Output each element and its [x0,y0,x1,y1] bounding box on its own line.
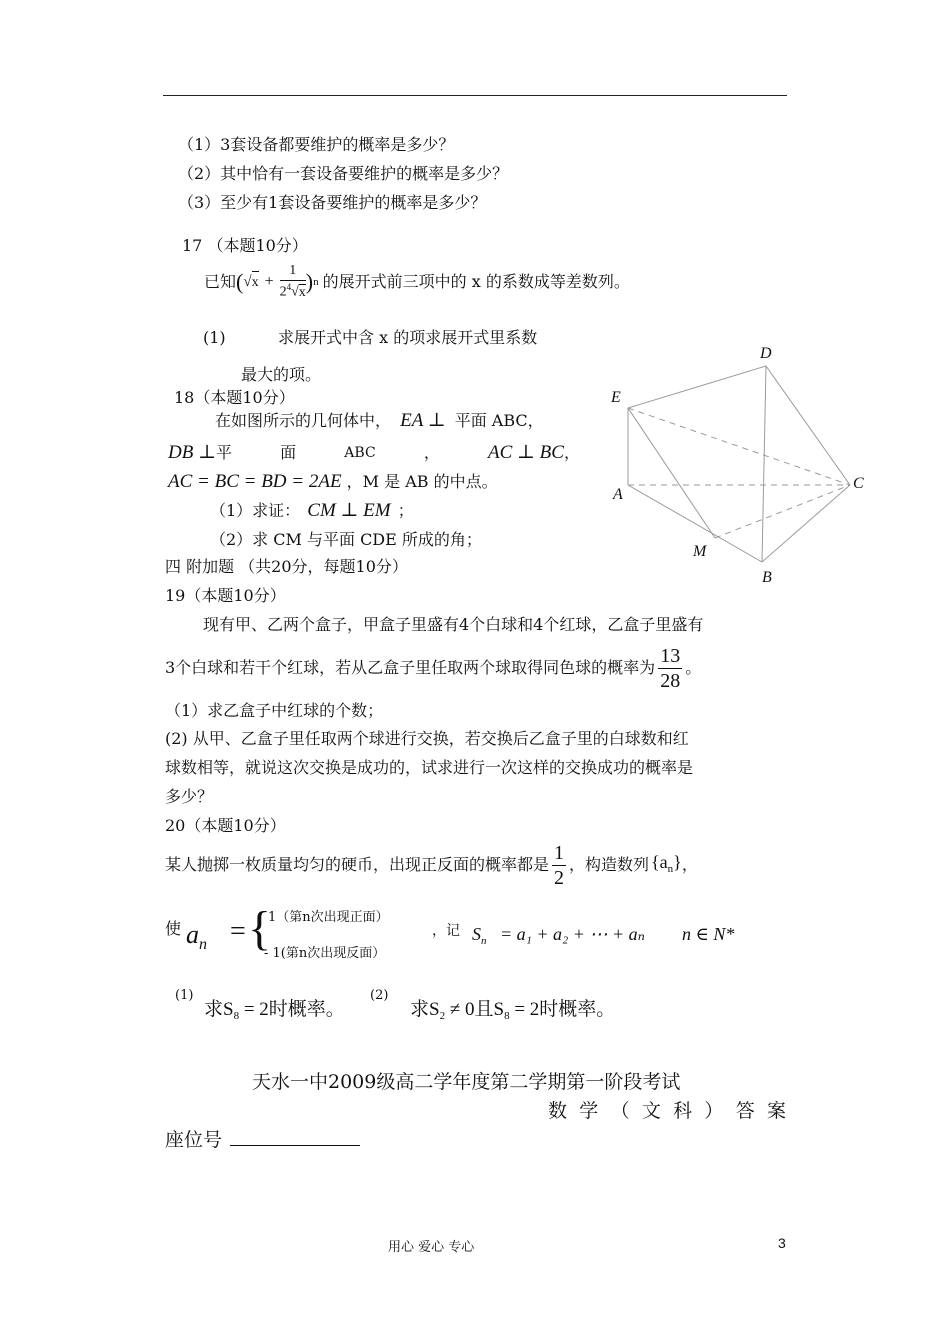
q18-ac-perp-bc: AC ⊥ BC [488,442,564,463]
q20-line1-text: 某人抛掷一枚质量均匀的硬币，出现正反面的概率都是 [165,855,550,874]
q19-fraction [658,646,682,691]
edge-EM [628,408,715,538]
q18-line2 [168,442,580,464]
q20-p1-num: (1) [175,988,194,1003]
seat-label: 座位号 [165,1129,223,1151]
q19-line1: 现有甲、乙两个盒子，甲盒子里盛有4个白球和4个红球，乙盒子里盛有 [203,615,704,634]
q16-sub2: （2）其中恰有一套设备要维护的概率是多少？ [178,164,509,183]
q18-ea-perp: EA ⊥ [400,410,446,431]
q20-note: ，记 [432,923,460,939]
root-index: 4 [286,282,292,293]
q20-p2-num: (2) [370,988,389,1003]
q17-fraction [280,264,306,300]
answer-subtitle [548,1096,786,1123]
q17-header: 17 （本题10分） [182,236,308,255]
q20-sum: = a₁ + a₂ + ⋯ + aₙ [500,924,645,944]
q20-sn [472,924,487,947]
q19-sub1: （1）求乙盒子中红球的个数； [165,701,384,720]
geometry-figure [600,340,880,590]
edge-DC [766,366,850,485]
subtitle-char: （ [610,1100,630,1122]
q20-seq [651,851,682,880]
seq-close: } [673,851,682,872]
sqrt-symbol: √ [243,274,252,290]
q17-frac-num: 1 [280,264,306,281]
q17-sub1-text: 求展开式中含 x 的项求展开式里系数 [278,328,538,347]
q17-sub1-cont: 最大的项。 [241,365,322,384]
an-base: a [186,920,199,949]
sn-sub: n [481,935,487,947]
page-number: 3 [778,1235,786,1251]
section4-title: 四 附加题 （共20分，每题10分） [165,557,408,576]
subtitle-char: 案 [766,1100,786,1122]
q18-line3-text: ，M 是 AB 的中点。 [346,472,498,491]
q20-eq: = [230,916,246,947]
q20-header: 20（本题10分） [165,816,286,835]
seq-open: {a [651,851,668,872]
subtitle-char: 答 [735,1100,755,1122]
p2-rest: = 2时概率。 [509,999,616,1020]
p2-mid: ≠ 0且S [445,999,505,1020]
den-coef: 2 [279,284,287,300]
seat-blank-line[interactable] [230,1145,360,1146]
subtitle-char: 数 [548,1100,568,1122]
q20-half [552,843,566,888]
q20-case1: 1（第n次出现正面） [268,910,389,925]
subtitle-char: 文 [641,1100,661,1122]
label-B: B [762,569,772,586]
label-E: E [611,389,621,406]
q18-line2-d: ， [423,443,440,462]
q19-line2-end: 。 [685,658,702,677]
q18-line2-b: 面 [280,443,297,462]
q20-line1 [165,839,698,891]
q19-line2-text: 3个白球和若干个红球，若从乙盒子里任取两个球取得同色球的概率为 [165,658,656,677]
label-A: A [613,486,623,503]
q16-sub1: （1）3套设备都要维护的概率是多少？ [178,135,455,154]
q20-p2 [410,994,615,1022]
subtitle-char: 学 [579,1100,599,1122]
an-sub: n [199,936,207,953]
subtitle-char: 科 [673,1100,693,1122]
q16-sub3: （3）至少有1套设备要维护的概率是多少？ [178,193,487,212]
q17-exponent: n [313,276,319,288]
q18-line2-a: 平 [215,443,232,462]
q17-statement [204,257,630,307]
q19-frac-num: 13 [660,644,681,667]
q18-db-perp: DB ⊥ [168,442,216,463]
q19-sub2-line1: (2) 从甲、乙盒子里任取两个球进行交换，若交换后乙盒子里的白球数和红 [165,729,689,748]
q20-cond: n ∈ N* [682,924,735,944]
q18-line1-b: 平面 ABC， [454,411,544,430]
q20-line1-mid: ，构造数列 [569,855,650,874]
q18-cm-perp-em: CM ⊥ EM [307,500,391,521]
answer-title: 天水一中2009级高二学年度第二学期第一阶段考试 [252,1071,681,1093]
den-x: x [298,284,306,300]
q18-line1-a: 在如图所示的几何体中， [215,411,392,430]
q18-line3 [168,471,498,493]
p2-sub: 2 [439,1010,446,1022]
q18-sub2: （2）求 CM 与平面 CDE 所成的角； [210,530,482,549]
q17-sub1-num: (1) [203,328,226,347]
q19-line2 [165,642,701,694]
open-paren: ( [236,269,244,294]
edge-BC [762,485,850,562]
q18-line2-e: ， [563,443,580,462]
q20-half-num: 1 [554,841,565,864]
q17-frac-den: $2^4√x$ [279,282,306,300]
subtitle-char: ） [704,1100,724,1122]
q20-line1-end: ， [681,855,698,874]
q19-sub2-line3: 多少？ [165,787,214,806]
footer-motto: 用心 爱心 专心 [388,1240,475,1255]
p1-rest: = 2时概率。 [239,999,345,1020]
seq-sub: n [667,862,674,875]
q20-p1 [204,994,345,1022]
plus-sign: + [264,273,274,290]
edge-DB [762,366,766,562]
q20-an [186,920,207,954]
edge-DE [628,366,766,408]
q18-header: 18（本题10分） [174,388,295,407]
sqrt-x: x [252,271,259,294]
q17-lead: 已知 [204,272,237,291]
q19-sub2-line2: 球数相等，就说这次交换是成功的，试求进行一次这样的交换成功的概率是 [165,758,694,777]
q19-frac-den: 28 [660,669,681,692]
header-rule [163,95,787,96]
q20-half-den: 2 [554,866,565,889]
p1-sub: 8 [233,1010,240,1022]
label-M: M [693,543,707,560]
q17-trail: 的展开式前三项中的 x 的系数成等差数列。 [322,272,630,291]
q20-case2: - 1(第n次出现反面） [264,946,386,961]
p2-sub2: 8 [504,1010,510,1022]
edge-MC [715,485,850,538]
label-D: D [760,345,772,362]
brace-icon: { [248,902,272,955]
q20-use: 使 [165,919,182,938]
p2-text: 求S [410,999,440,1020]
p1-text: 求S [204,999,234,1020]
q18-sub1-end: ； [397,501,414,520]
close-paren: ) [305,269,314,294]
q18-line1 [215,410,544,432]
edge-EC [628,408,850,485]
q18-sub1 [210,500,414,522]
q18-line2-c: ABC [344,445,376,461]
q18-sub1-text: （1）求证： [210,501,301,520]
label-C: C [853,475,864,492]
q19-header: 19（本题10分） [165,586,286,605]
q18-equalities: AC = BC = BD = 2AE [168,471,342,492]
sn-base: S [472,924,481,944]
